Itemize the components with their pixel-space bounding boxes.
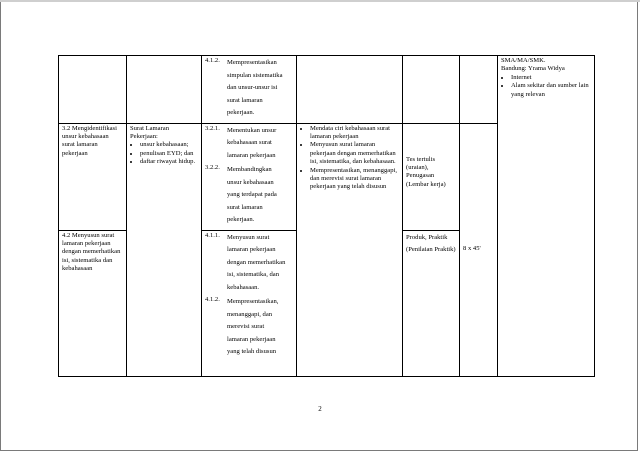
- list-item: • Menyusun surat lamaran pekerjaan dengan memerhatikan isi, sistematika, dan kebahasaan.: [310, 141, 399, 166]
- alokasi-cell: [460, 123, 498, 376]
- indicator-number: 4.1.2.: [205, 296, 220, 303]
- list-item: • daftar riwayat hidup.: [140, 158, 198, 166]
- list-item: • Mendata ciri kebahasaan surat lamaran pekerjaan: [310, 125, 399, 142]
- table-row: [59, 56, 595, 124]
- kd-cell: [59, 123, 127, 230]
- kd-text: 3.2 Mengidentifikasi unsur kebahasaan surat lamaran pekerjaan: [62, 124, 117, 157]
- indicator-item: [205, 57, 293, 120]
- kd-cell: [59, 230, 127, 376]
- indicator-item: [205, 232, 293, 295]
- penilaian-text: Produk, Praktik (Penilaian Praktik): [406, 233, 456, 253]
- sumber-list: [501, 74, 591, 99]
- penilaian-text: Tes tertulis (uraian), Penugasan (Lembar kerja): [406, 155, 446, 188]
- kd-text: 4.2 Menyusun surat lamaran pekerjaan dengan memerhatikan isi, sistematika dan kebahasaan: [62, 231, 121, 273]
- indicator-number: 4.1.1.: [205, 231, 220, 239]
- kd-cell: [59, 56, 127, 124]
- materi-list: [130, 141, 198, 166]
- kegiatan-cell: [297, 123, 403, 376]
- list-item: • penulisan EYD; dan: [140, 150, 198, 158]
- list-item: • Mempresentasikan, menanggapi, dan merevisi surat lamaran pekerjaan yang telah disusun: [310, 167, 399, 192]
- list-item: • Internet: [511, 74, 591, 82]
- kegiatan-list: [300, 125, 399, 192]
- kegiatan-cell: [297, 56, 403, 124]
- indicator-text: Menentukan unsur kebahasaan surat lamaran pekerjaan: [227, 126, 277, 159]
- list-item: • Alam sekitar dan sumber lain yang relevan: [511, 82, 591, 99]
- page-number: 2: [318, 405, 322, 413]
- indikator-cell: [202, 123, 297, 230]
- penilaian-cell: [403, 123, 460, 230]
- rpp-table: [58, 55, 595, 377]
- indicator-text: Mempresentasikan, menanggapi, dan merevisi surat lamaran pekerjaan yang telah disusun: [227, 298, 279, 355]
- indikator-cell: [202, 230, 297, 376]
- penilaian-cell: [403, 56, 460, 124]
- list-item: • unsur kebahasaan;: [140, 141, 198, 149]
- materi-title: Surat Lamaran Pekerjaan:: [130, 124, 169, 140]
- indicator-text: Menyusun surat lamaran pekerjaan dengan memerhatikan isi, sistematika, dan kebahasaan.: [227, 233, 286, 291]
- indikator-cell: [202, 56, 297, 124]
- page-edge: [0, 0, 640, 2]
- indicator-number: 3.2.2.: [205, 164, 220, 171]
- materi-cell: [127, 56, 202, 124]
- alokasi-cell: [460, 56, 498, 124]
- indicator-number: 4.1.2.: [205, 57, 220, 64]
- sumber-cell: [498, 56, 595, 377]
- indicator-text: Membandingkan unsur kebahasaan yang terdapat pada surat lamaran pekerjaan.: [227, 166, 277, 223]
- indicator-text: Mempresentasikan simpulan sistematika dan unsur-unsur isi surat lamaran pekerjaan.: [227, 59, 283, 116]
- indicator-number: 3.2.1.: [205, 124, 220, 132]
- alokasi-text: 8 x 45': [463, 245, 481, 253]
- penilaian-cell: [403, 230, 460, 376]
- sumber-line: SMA/MA/SMK.: [501, 57, 546, 64]
- sumber-line: Bandung: Yrama Widya: [501, 65, 565, 73]
- indicator-item: [205, 296, 293, 359]
- indicator-item: [205, 164, 293, 227]
- indicator-item: [205, 125, 293, 163]
- materi-cell: [127, 123, 202, 376]
